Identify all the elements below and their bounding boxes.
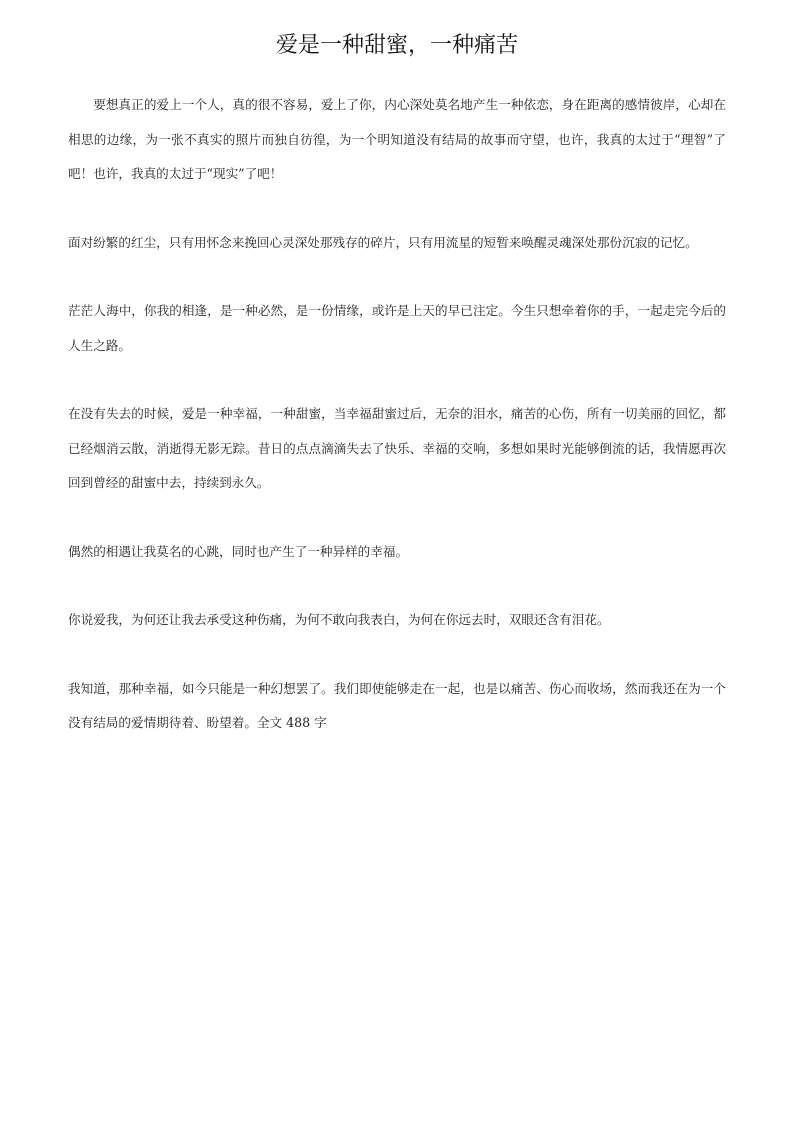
paragraph-7: 我知道，那种幸福，如今只能是一种幻想罢了。我们即使能够走在一起，也是以痛苦、伤心而收场，然而我还在为一个没有结局的爱情期待着、盼望着。全文 488 字 — [68, 680, 726, 730]
paragraph-3: 茫茫人海中，你我的相逢，是一种必然，是一份情缘，或许是上天的早已注定。今生只想牵着你的手，一起走完今后的人生之路。 — [68, 303, 726, 353]
paragraph-2: 面对纷繁的红尘，只有用怀念来挽回心灵深处那残存的碎片，只有用流星的短暂来唤醒灵魂深处那份沉寂的记忆。 — [68, 234, 698, 250]
paragraph-1: 要想真正的爱上一个人，真的很不容易，爱上了你，内心深处莫名地产生一种依恋，身在距离的感情彼岸，心却在相思的边缘，为一张不真实的照片而独自彷徨，为一个明知道没有结局的故事而守望，也许，我真的太过于“理智”了吧！也许，我真的太过于“现实”了吧！ — [68, 97, 726, 181]
paragraph-5: 偶然的相遇让我莫名的心跳，同时也产生了一种异样的幸福。 — [68, 543, 409, 559]
paragraph-4: 在没有失去的时候，爱是一种幸福，一种甜蜜，当幸福甜蜜过后，无奈的泪水，痛苦的心伤，所有一切美丽的回忆，都已经烟消云散，消逝得无影无踪。昔日的点点滴滴失去了快乐、幸福的交响，多想如果时光能够倒流的话，我情愿再次回到曾经的甜蜜中去，持续到永久。 — [68, 406, 726, 490]
paragraph-6: 你说爱我，为何还让我去承受这种伤痛，为何不敢向我表白，为何在你远去时，双眼还含有泪花。 — [68, 612, 610, 627]
document-title: 爱是一种甜蜜，一种痛苦 — [275, 33, 518, 58]
